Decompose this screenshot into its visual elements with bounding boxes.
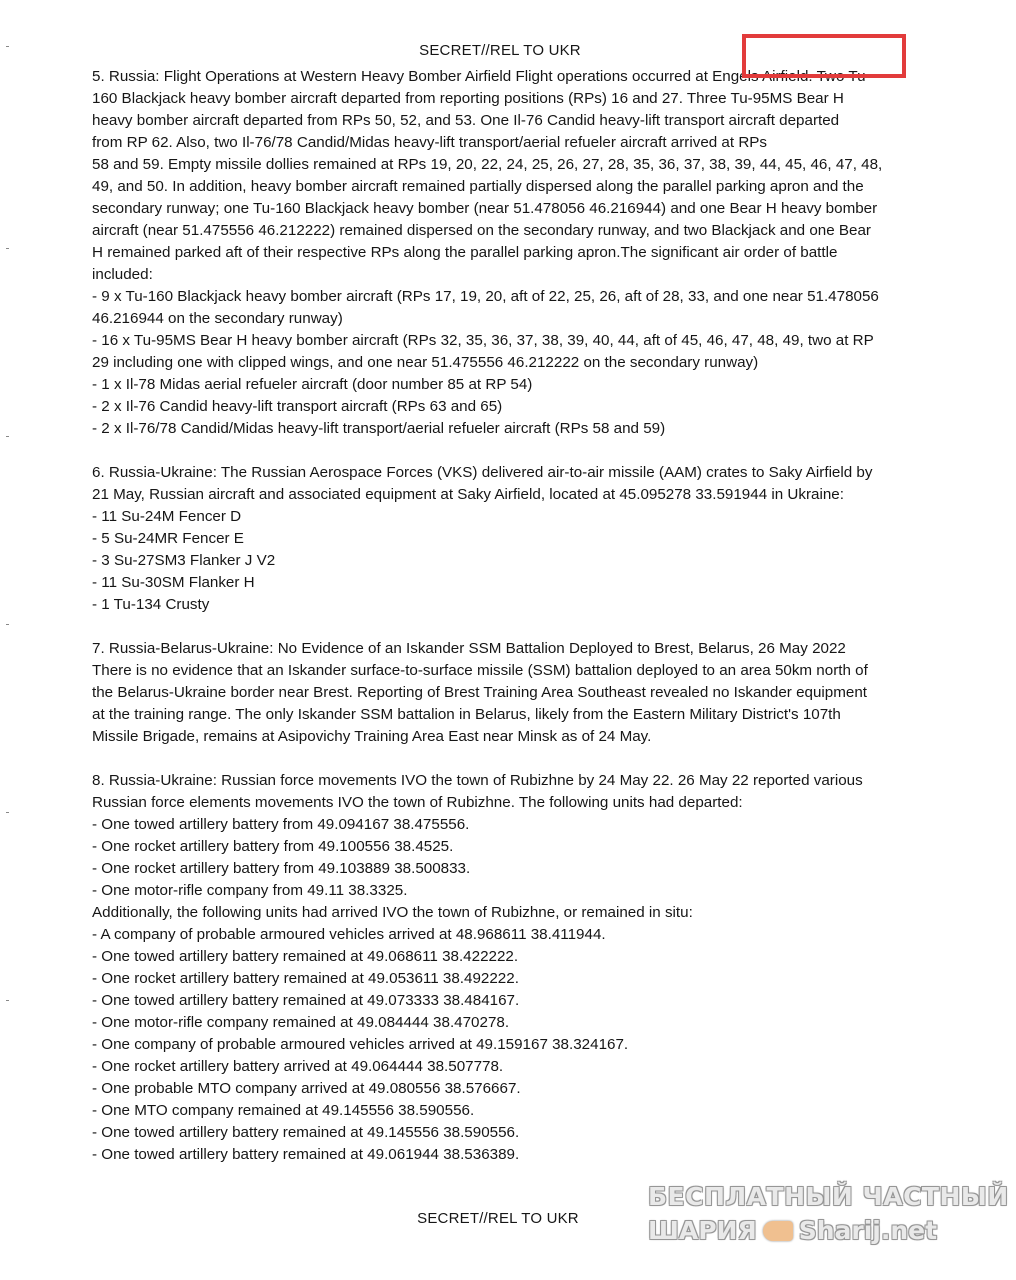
classification-footer: SECRET//REL TO UKR [417,1210,579,1227]
list-item: - 16 x Tu-95MS Bear H heavy bomber aircraft (RPs 32, 35, 36, 37, 38, 39, 40, 44, aft of 45, 46, 47, 48, 49, two at RP [92,332,874,349]
text-line: the Belarus-Ukraine border near Brest. Reporting of Brest Training Area Southeast revealed no Iskander equipment [92,684,867,701]
scan-mark [6,624,9,625]
text-line: 58 and 59. Empty missile dollies remained at RPs 19, 20, 22, 24, 25, 26, 27, 28, 35, 36, 37, 38, 39, 44, 45, 46, 47, 48, [92,156,883,173]
list-item: - One towed artillery battery remained at 49.145556 38.590556. [92,1124,520,1141]
scan-mark [6,436,9,437]
list-item: - 3 Su-27SM3 Flanker J V2 [92,552,276,569]
text-line: 5. Russia: Flight Operations at Western Heavy Bomber Airfield Flight operations occurred at Engels Airfield. Two Tu- [92,68,871,85]
section-7 [92,638,958,748]
watermark-right: Sharij.net [798,1216,938,1245]
section-5 [92,66,958,440]
section-8 [92,770,958,1166]
list-item: - 2 x Il-76 Candid heavy-lift transport aircraft (RPs 63 and 65) [92,398,503,415]
departed-units-list [92,814,958,902]
text-line: There is no evidence that an Iskander surface-to-surface missile (SSM) battalion deployed to an area 50km north of [92,662,868,679]
list-item: - One company of probable armoured vehicles arrived at 49.159167 38.324167. [92,1036,629,1053]
watermark-left: ШАРИЯ [648,1216,757,1245]
text-line: Additionally, the following units had arrived IVO the town of Rubizhne, or remained in situ: [92,904,693,921]
text-line: heavy bomber aircraft departed from RPs 50, 52, and 53. One Il-76 Candid heavy-lift transport aircraft departed [92,112,840,129]
watermark-line-1: БЕСПЛАТНЫЙ ЧАСТНЫЙ [648,1182,1009,1211]
list-item: - 1 x Il-78 Midas aerial refueler aircraft (door number 85 at RP 54) [92,376,533,393]
text-line: secondary runway; one Tu-160 Blackjack heavy bomber (near 51.478056 46.216944) and one Bear H heavy bomber [92,200,878,217]
watermark-line-2 [648,1214,998,1248]
list-item: - One probable MTO company arrived at 49.080556 38.576667. [92,1080,521,1097]
text-line: from RP 62. Also, two Il-76/78 Candid/Midas heavy-lift transport/aerial refueler aircraft arrived at RPs [92,134,768,151]
list-item: - One motor-rifle company remained at 49.084444 38.470278. [92,1014,510,1031]
paragraph-gap [92,748,958,770]
list-item: - One rocket artillery battery from 49.100556 38.4525. [92,838,454,855]
list-item: - 5 Su-24MR Fencer E [92,530,244,547]
list-item: - 2 x Il-76/78 Candid/Midas heavy-lift transport/aerial refueler aircraft (RPs 58 and 59) [92,420,666,437]
list-item: - One towed artillery battery remained at 49.061944 38.536389. [92,1146,520,1163]
document-body [92,66,958,1166]
scan-mark [6,248,9,249]
list-item: - 1 Tu-134 Crusty [92,596,210,613]
highlight-box [742,34,906,78]
scan-mark [6,812,9,813]
list-item: - One towed artillery battery remained at 49.068611 38.422222. [92,948,519,965]
list-item: 29 including one with clipped wings, and one near 51.475556 46.212222 on the secondary runway) [92,354,759,371]
list-item: - 11 Su-24M Fencer D [92,508,242,525]
list-item: - One rocket artillery battery arrived at 49.064444 38.507778. [92,1058,504,1075]
classification-header: SECRET//REL TO UKR [419,42,581,59]
text-line: 21 May, Russian aircraft and associated equipment at Saky Airfield, located at 45.095278 33.591944 in Ukraine: [92,486,844,503]
text-line: H remained parked aft of their respective RPs along the parallel parking apron.The significant air order of battle [92,244,838,261]
list-item: - One MTO company remained at 49.145556 38.590556. [92,1102,475,1119]
list-item: - 9 x Tu-160 Blackjack heavy bomber aircraft (RPs 17, 19, 20, aft of 22, 25, 26, aft of 28, 33, and one near 51.478056 [92,288,879,305]
text-line: aircraft (near 51.475556 46.212222) remained dispersed on the secondary runway, and two Blackjack and one Bear [92,222,871,239]
text-line: 8. Russia-Ukraine: Russian force movements IVO the town of Rubizhne by 24 May 22. 26 May 22 reported various [92,772,863,789]
text-line: 49, and 50. In addition, heavy bomber aircraft remained partially dispersed along the parallel parking apron and the [92,178,864,195]
aircraft-list [92,506,958,616]
section-6 [92,462,958,616]
paragraph-gap [92,616,958,638]
list-item: - One towed artillery battery from 49.094167 38.475556. [92,816,470,833]
list-item: - One rocket artillery battery from 49.103889 38.500833. [92,860,471,877]
list-item: - One rocket artillery battery remained at 49.053611 38.492222. [92,970,519,987]
paragraph-gap [92,440,958,462]
text-line: 6. Russia-Ukraine: The Russian Aerospace Forces (VKS) delivered air-to-air missile (AAM) crates to Saky Airfield by [92,464,873,481]
pointing-hand-icon [763,1221,793,1241]
text-line: included: [92,266,153,283]
list-item: - One towed artillery battery remained at 49.073333 38.484167. [92,992,520,1009]
text-line: at the training range. The only Iskander SSM battalion in Belarus, likely from the Eastern Military District's 107th [92,706,841,723]
text-line: Russian force elements movements IVO the town of Rubizhne. The following units had departed: [92,794,743,811]
arrived-units-list [92,924,958,1166]
scan-mark [6,46,9,47]
list-item: - A company of probable armoured vehicles arrived at 48.968611 38.411944. [92,926,606,943]
list-item: - 11 Su-30SM Flanker H [92,574,255,591]
list-item: - One motor-rifle company from 49.11 38.3325. [92,882,408,899]
list-item: 46.216944 on the secondary runway) [92,310,343,327]
watermark [648,1180,1009,1248]
text-line: Missile Brigade, remains at Asipovichy Training Area East near Minsk as of 24 May. [92,728,652,745]
aircraft-list [92,286,958,440]
text-line: 160 Blackjack heavy bomber aircraft departed from reporting positions (RPs) 16 and 27. Three Tu-95MS Bear H [92,90,844,107]
scan-mark [6,1000,9,1001]
text-line: 7. Russia-Belarus-Ukraine: No Evidence of an Iskander SSM Battalion Deployed to Brest, Belarus, 26 May 2022 [92,640,846,657]
